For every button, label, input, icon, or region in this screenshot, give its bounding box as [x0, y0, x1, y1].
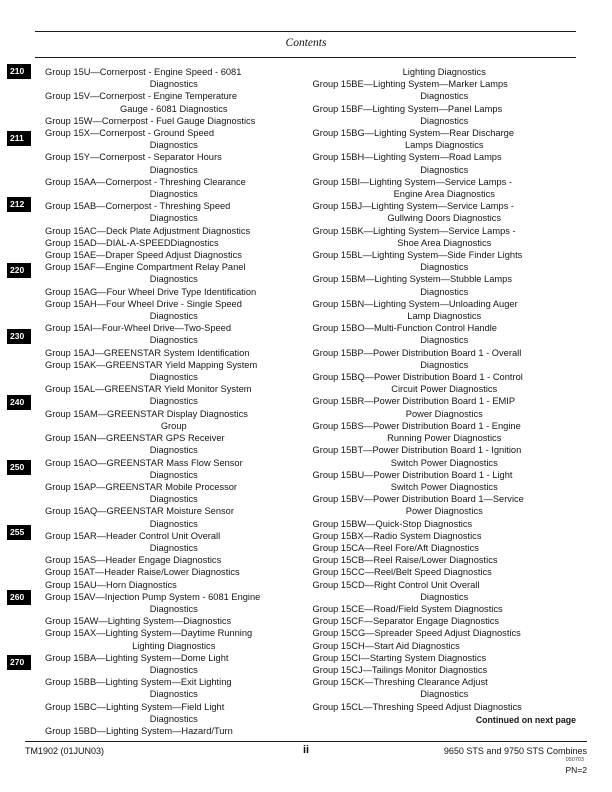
toc-entry-continuation: Diagnostics	[149, 140, 198, 151]
toc-entry	[313, 78, 577, 102]
toc-entry	[313, 664, 577, 676]
column-left-entries	[45, 66, 303, 737]
toc-entry	[45, 432, 303, 456]
toc-entry-title: Group 15BR—Power Distribution Board 1 - EMIP	[312, 396, 516, 407]
toc-entry	[45, 359, 303, 383]
toc-entry	[45, 200, 303, 224]
toc-entry	[313, 249, 577, 273]
toc-entry	[313, 322, 577, 346]
toc-entry-title: Group 15CI—Starting System Diagnostics	[312, 652, 487, 663]
toc-entry	[45, 481, 303, 505]
toc-entry-continuation: Diagnostics	[149, 274, 198, 285]
toc-entry	[45, 505, 303, 529]
toc-entry	[313, 615, 577, 627]
toc-entry-title: Group 15BK—Lighting System—Service Lamps -	[312, 225, 516, 236]
toc-entry	[45, 225, 303, 237]
toc-entry-title: Group 15CH—Start Aid Diagnostics	[312, 640, 460, 651]
toc-entry-title: Group 15CA—Reel Fore/Aft Diagnostics	[312, 542, 479, 553]
footer-print-code: 050703	[565, 757, 584, 763]
toc-entry-title: Group 15AO—GREENSTAR Mass Flow Sensor	[45, 457, 243, 468]
page-tab: 220	[7, 263, 31, 278]
toc-entry-title: Group 15BF—Lighting System—Panel Lamps	[312, 103, 503, 114]
toc-entry	[45, 383, 303, 407]
toc-entry-continuation: Diagnostics	[149, 79, 198, 90]
footer-doc-number: TM1902 (01JUN03)	[25, 746, 105, 756]
toc-entry	[313, 176, 577, 200]
page-tab: 211	[7, 131, 31, 146]
toc-entry-title: Group 15BD—Lighting System—Hazard/Turn	[45, 725, 233, 736]
toc-entry-title: Group 15AM—GREENSTAR Display Diagnostics	[45, 408, 248, 419]
column-left	[45, 66, 311, 737]
toc-entry-continuation: Diagnostics	[420, 359, 469, 370]
toc-entry	[313, 347, 577, 371]
toc-entry-title: Group 15AE—Draper Speed Adjust Diagnostics	[45, 250, 242, 261]
toc-entry	[45, 261, 303, 285]
toc-entry	[313, 371, 577, 395]
toc-entry-title: Group 15BT—Power Distribution Board 1 - Ignition	[312, 445, 522, 456]
toc-entry	[45, 66, 303, 90]
toc-entry-continuation: Switch Power Diagnostics	[390, 457, 498, 468]
toc-entry	[45, 615, 303, 627]
toc-entry-title: Group 15AI—Four-Wheel Drive—Two-Speed	[45, 323, 232, 334]
toc-entry	[45, 566, 303, 578]
toc-entry-title: Group 15AH—Four Wheel Drive - Single Speed	[45, 298, 242, 309]
toc-entry-title: Group 15AW—Lighting System—Diagnostics	[45, 616, 232, 627]
page-tab: 260	[7, 590, 31, 605]
page-tab: 250	[7, 460, 31, 475]
toc-entry-title: Group 15BJ—Lighting System—Service Lamps -	[312, 201, 515, 212]
toc-entry-continuation: Power Diagnostics	[405, 408, 483, 419]
toc-entry	[45, 530, 303, 554]
toc-entry	[313, 701, 577, 713]
toc-entry-title: Group 15CG—Spreader Speed Adjust Diagnostics	[312, 628, 521, 639]
toc-entry	[313, 530, 577, 542]
toc-entry	[313, 640, 577, 652]
toc-entry-continuation: Diagnostics	[149, 335, 198, 346]
toc-entry-continuation: Diagnostics	[149, 603, 198, 614]
toc-entry-title: Group 15AC—Deck Plate Adjustment Diagnostics	[45, 225, 251, 236]
toc-entry-continuation: Lamp Diagnostics	[407, 311, 482, 322]
toc-entry-continuation: Diagnostics	[149, 689, 198, 700]
toc-entry-title: Group 15CC—Reel/Belt Speed Diagnostics	[312, 567, 492, 578]
toc-entry-title: Group 15AK—GREENSTAR Yield Mapping System	[45, 359, 258, 370]
toc-entry-title: Group 15U—Cornerpost - Engine Speed - 6081	[45, 67, 242, 77]
continued-note: Continued on next page	[475, 714, 576, 725]
toc-entry-title: Group 15CK—Threshing Clearance Adjust	[312, 677, 488, 688]
toc-entry	[45, 90, 303, 114]
toc-entry-title: Group 15CD—Right Control Unit Overall	[312, 579, 480, 590]
toc-entry-title: Group 15BM—Lighting System—Stubble Lamps	[312, 274, 512, 285]
toc-entry-continuation: Gullwing Doors Diagnostics	[387, 213, 502, 224]
toc-entry-title: Group 15BX—Radio System Diagnostics	[312, 530, 482, 541]
toc-entry	[45, 249, 303, 261]
toc-entry	[45, 115, 303, 127]
toc-entry	[313, 151, 577, 175]
toc-entry-title: Group 15AD—DIAL-A-SPEEDDiagnostics	[45, 237, 219, 248]
toc-entry	[45, 347, 303, 359]
toc-entry	[313, 103, 577, 127]
toc-entry-continuation: Lighting Diagnostics	[132, 640, 216, 651]
toc-entry-continuation: Diagnostics	[149, 213, 198, 224]
toc-entry-title: Group 15AP—GREENSTAR Mobile Processor	[45, 481, 238, 492]
toc-entry-continuation: Engine Area Diagnostics	[393, 189, 495, 200]
toc-entry-continuation: Diagnostics	[420, 262, 469, 273]
toc-entry-title: Group 15CJ—Tailings Monitor Diagnostics	[312, 664, 488, 675]
toc-entry	[45, 286, 303, 298]
toc-entry	[45, 591, 303, 615]
toc-entry-title: Group 15CB—Reel Raise/Lower Diagnostics	[312, 555, 498, 566]
toc-entry-continuation: Running Power Diagnostics	[387, 433, 502, 444]
toc-entry	[313, 627, 577, 639]
toc-entry-title: Group 15BG—Lighting System—Rear Discharge	[312, 128, 515, 139]
toc-entry-title: Group 15AL—GREENSTAR Yield Monitor System	[45, 384, 252, 395]
toc-entry	[313, 542, 577, 554]
toc-entry	[45, 457, 303, 481]
toc-entry	[313, 493, 577, 517]
toc-entry-continuation: Diagnostics	[149, 494, 198, 505]
page-tab: 212	[7, 197, 31, 212]
toc-entry-continuation: Diagnostics	[149, 189, 198, 200]
header-rule-bottom	[35, 57, 576, 58]
toc-entry-continuation: Diagnostics	[420, 591, 469, 602]
page-tab: 210	[7, 64, 31, 79]
toc-entry-continuation: Switch Power Diagnostics	[390, 481, 498, 492]
toc-entry-continuation: Diagnostics	[420, 115, 469, 126]
toc-entry	[45, 237, 303, 249]
toc-entry-continuation: Circuit Power Diagnostics	[391, 384, 498, 395]
toc-entry	[45, 127, 303, 151]
toc-entry-title: Group 15AG—Four Wheel Drive Type Identification	[45, 286, 257, 297]
toc-entry-title: Group 15BB—Lighting System—Exit Lighting	[45, 677, 232, 688]
toc-entry	[313, 200, 577, 224]
toc-entry	[45, 652, 303, 676]
toc-entry-continuation: Lamps Diagnostics	[404, 140, 484, 151]
toc-entry	[313, 444, 577, 468]
footer-page-number: ii	[302, 744, 310, 756]
toc-entry	[45, 176, 303, 200]
toc-entry	[313, 676, 577, 700]
toc-entry-continuation: Gauge - 6081 Diagnostics	[120, 103, 228, 114]
toc-entry-continuation: Diagnostics	[420, 689, 469, 700]
toc-entry-continuation: Lighting Diagnostics	[402, 67, 486, 77]
toc-entry-title: Group 15BU—Power Distribution Board 1 - Light	[312, 469, 513, 480]
toc-entry-title: Group 15BN—Lighting System—Unloading Auger	[312, 298, 518, 309]
toc-entry-title: Group 15BV—Power Distribution Board 1—Service	[312, 494, 524, 505]
toc-entry	[45, 554, 303, 566]
toc-entry-title: Group 15BL—Lighting System—Side Finder Lights	[312, 250, 523, 261]
toc-entry-continuation: Diagnostics	[149, 518, 198, 529]
toc-entry-title: Group 15BI—Lighting System—Service Lamps -	[312, 176, 512, 187]
column-right	[311, 66, 577, 737]
toc-entry	[313, 420, 577, 444]
toc-entry-title: Group 15AR—Header Control Unit Overall	[45, 530, 221, 541]
toc-entry-title: Group 15AN—GREENSTAR GPS Receiver	[45, 433, 225, 444]
toc-entry-continuation: Diagnostics	[149, 372, 198, 383]
toc-entry-title: Group 15X—Cornerpost - Ground Speed	[45, 128, 214, 139]
toc-entry-title: Group 15AS—Header Engage Diagnostics	[45, 555, 222, 566]
toc-entry	[45, 298, 303, 322]
toc-entry-title: Group 15AV—Injection Pump System - 6081 Engine	[45, 591, 261, 602]
toc-entry	[313, 518, 577, 530]
toc-entry-continuation: Power Diagnostics	[405, 506, 483, 517]
toc-entry	[45, 322, 303, 346]
page-tab: 240	[7, 395, 31, 410]
toc-entry-title: Group 15AX—Lighting System—Daytime Running	[45, 628, 253, 639]
toc-entry-continuation: Diagnostics	[420, 335, 469, 346]
toc-entry-continuation: Diagnostics	[420, 91, 469, 102]
page-tab: 255	[7, 525, 31, 540]
toc-entry	[313, 652, 577, 664]
contents-columns	[45, 66, 576, 737]
toc-entry-continuation: Diagnostics	[149, 713, 198, 724]
toc-entry	[45, 725, 303, 737]
toc-entry	[45, 701, 303, 725]
toc-entry-title: Group 15AA—Cornerpost - Threshing Clearance	[45, 176, 246, 187]
toc-entry	[313, 298, 577, 322]
toc-entry-title: Group 15AT—Header Raise/Lower Diagnostics	[45, 567, 240, 578]
toc-entry-title: Group 15BO—Multi-Function Control Handle	[312, 323, 497, 334]
toc-entry-continuation: Diagnostics	[149, 164, 198, 175]
toc-entry	[313, 127, 577, 151]
toc-entry-title: Group 15AJ—GREENSTAR System Identification	[45, 347, 250, 358]
footer-model: 9650 STS and 9750 STS Combines	[443, 746, 587, 756]
toc-entry	[45, 676, 303, 700]
toc-entry-title: Group 15CE—Road/Field System Diagnostics	[312, 603, 503, 614]
toc-entry-title: Group 15BA—Lighting System—Dome Light	[45, 652, 229, 663]
toc-entry-title: Group 15AF—Engine Compartment Relay Panel	[45, 262, 246, 273]
toc-entry	[313, 469, 577, 493]
toc-entry-title: Group 15BP—Power Distribution Board 1 - Overall	[312, 347, 522, 358]
toc-entry-title: Group 15BS—Power Distribution Board 1 - Engine	[312, 420, 521, 431]
toc-entry	[313, 273, 577, 297]
toc-entry	[45, 151, 303, 175]
toc-entry-continuation: Diagnostics	[149, 542, 198, 553]
toc-entry-title: Group 15AB—Cornerpost - Threshing Speed	[45, 201, 231, 212]
toc-entry-title: Group 15V—Cornerpost - Engine Temperature	[45, 91, 238, 102]
footer-rule	[25, 741, 587, 742]
toc-entry-continuation: Shoe Area Diagnostics	[397, 237, 492, 248]
toc-entry-continuation: Diagnostics	[420, 286, 469, 297]
toc-entry-title: Group 15BQ—Power Distribution Board 1 - Control	[312, 372, 523, 383]
toc-entry-continuation: Diagnostics	[149, 469, 198, 480]
column-right-entries	[313, 66, 577, 713]
toc-entry-title: Group 15AQ—GREENSTAR Moisture Sensor	[45, 506, 234, 517]
toc-entry-continuation: Diagnostics	[149, 311, 198, 322]
toc-entry-title: Group 15CL—Threshing Speed Adjust Diagnostics	[312, 701, 522, 712]
toc-entry	[45, 408, 303, 432]
page-tab: 230	[7, 329, 31, 344]
toc-entry-title: Group 15AU—Horn Diagnostics	[45, 579, 177, 590]
toc-entry	[313, 66, 577, 78]
page-title: Contents	[285, 37, 327, 49]
toc-entry	[313, 225, 577, 249]
toc-entry-continuation: Diagnostics	[149, 664, 198, 675]
toc-entry-title: Group 15BC—Lighting System—Field Light	[45, 701, 225, 712]
toc-entry-continuation: Diagnostics	[149, 445, 198, 456]
toc-entry-continuation: Diagnostics	[149, 396, 198, 407]
page-tab: 270	[7, 655, 31, 670]
toc-entry	[45, 627, 303, 651]
toc-entry-title: Group 15W—Cornerpost - Fuel Gauge Diagnostics	[45, 115, 256, 126]
toc-entry-title: Group 15Y—Cornerpost - Separator Hours	[45, 152, 222, 163]
toc-entry	[45, 579, 303, 591]
toc-entry-continuation: Group	[160, 420, 187, 431]
toc-entry-title: Group 15CF—Separator Engage Diagnostics	[312, 616, 500, 627]
toc-entry	[313, 395, 577, 419]
header-rule-top	[35, 31, 576, 32]
toc-entry	[313, 579, 577, 603]
footer-pn: PN=2	[565, 765, 587, 775]
toc-entry-continuation: Diagnostics	[420, 164, 469, 175]
toc-entry-title: Group 15BE—Lighting System—Marker Lamps	[312, 79, 508, 90]
toc-entry	[313, 566, 577, 578]
toc-entry	[313, 554, 577, 566]
toc-entry	[313, 603, 577, 615]
toc-entry-title: Group 15BW—Quick-Stop Diagnostics	[312, 518, 473, 529]
toc-entry-title: Group 15BH—Lighting System—Road Lamps	[312, 152, 502, 163]
